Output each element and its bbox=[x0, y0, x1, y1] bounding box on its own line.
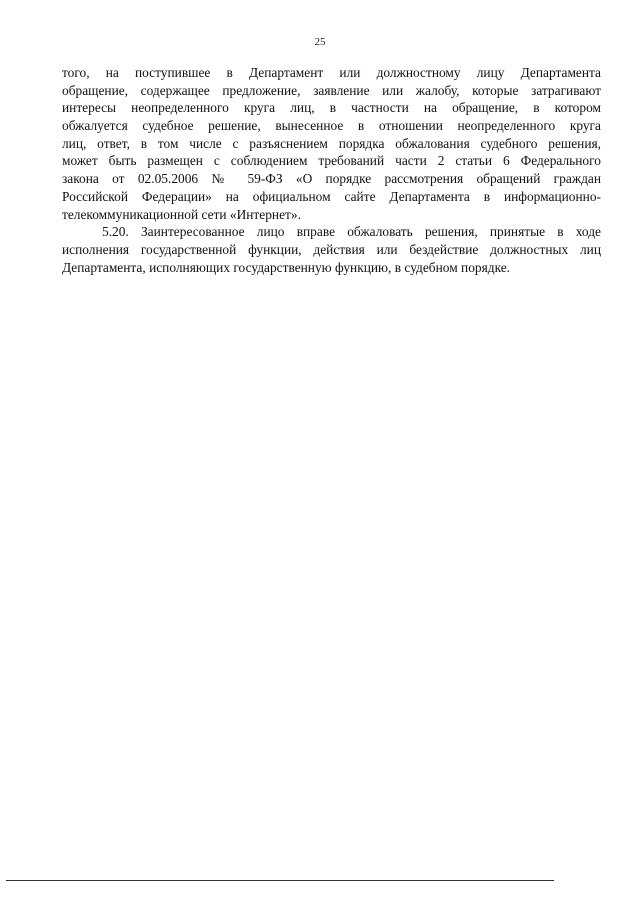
page-number: 25 bbox=[314, 36, 326, 48]
text-line: обращение, содержащее предложение, заявление или жалобу, которые затрагивают bbox=[62, 82, 601, 98]
document-body bbox=[62, 64, 601, 276]
text-line: Российской Федерации» на официальном сайте Департамента в информационно- bbox=[62, 188, 601, 204]
text-line: может быть размещен с соблюдением требований части 2 статьи 6 Федерального bbox=[62, 153, 601, 169]
text-line: того, на поступившее в Департамент или должностному лицу Департамента bbox=[62, 65, 601, 80]
text-line: 5.20. Заинтересованное лицо вправе обжаловать решения, принятые в ходе bbox=[102, 224, 601, 240]
text-line: обжалуется судебное решение, вынесенное в отношении неопределенного круга bbox=[62, 118, 601, 134]
text-line: закона от 02.05.2006 № 59-ФЗ «О порядке рассмотрения обращений граждан bbox=[62, 171, 601, 187]
text-line: исполнения государственной функции, действия или бездействие должностных лиц bbox=[62, 241, 601, 257]
text-line: лиц, ответ, в том числе с разъяснением порядка обжалования судебного решения, bbox=[62, 135, 601, 151]
text-line: телекоммуникационной сети «Интернет». bbox=[62, 206, 301, 222]
paragraph-continuation bbox=[62, 64, 601, 223]
text-line: интересы неопределенного круга лиц, в частности на обращение, в котором bbox=[62, 100, 601, 116]
bottom-rule bbox=[6, 880, 554, 881]
text-line: Департамента, исполняющих государственную функцию, в судебном порядке. bbox=[62, 259, 511, 275]
paragraph-5-20 bbox=[62, 223, 601, 276]
